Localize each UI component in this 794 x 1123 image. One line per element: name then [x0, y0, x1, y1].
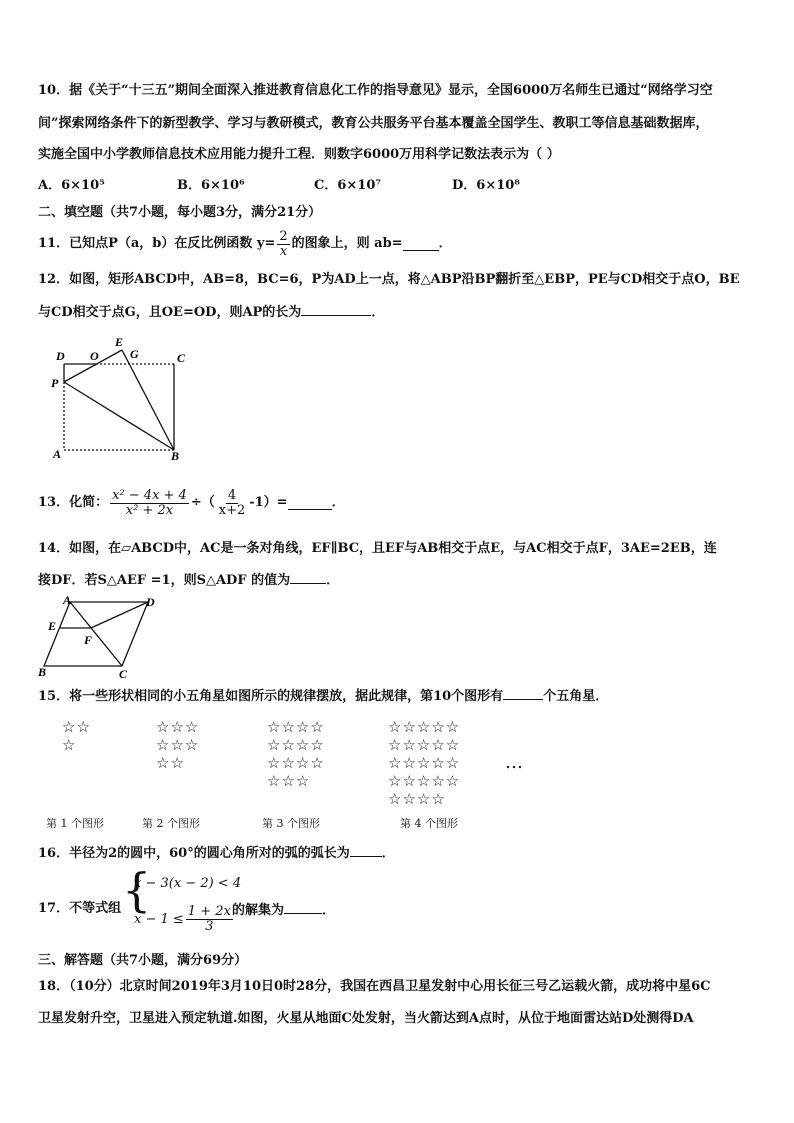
q14-answer-blank [290, 570, 326, 584]
q15-figure-2 [156, 718, 199, 772]
q12-end: ． [371, 305, 385, 320]
q13-den: x² + 2x [125, 502, 174, 518]
q13-pre: 13．化简： [38, 495, 109, 510]
q12-rectangle-figure [46, 332, 196, 462]
q15-fig3-row: ☆☆☆☆ [267, 718, 325, 736]
q14-label-a: A [63, 594, 72, 607]
section-fill-in-heading: 二、填空题（共7小题，每小题3分，满分21分） [38, 205, 322, 220]
q14-label-f: F [84, 633, 93, 647]
q17-row2-pre: x − 1 ≤ [134, 911, 184, 927]
q14-label-c: C [119, 667, 128, 680]
q12-line2-wrap [38, 302, 384, 322]
q17-post: 的解集为 [232, 903, 285, 918]
q13 [38, 484, 345, 522]
q15-caption-2: 第 2 个图形 [142, 817, 200, 830]
q15-fig2-row: ☆☆☆ [156, 736, 200, 754]
q16-line-wrap [38, 843, 395, 863]
q11-answer-blank [403, 237, 439, 251]
q13-end: ． [331, 495, 345, 510]
q17-row2 [134, 898, 235, 940]
q15-caption-4: 第 4 个图形 [400, 817, 458, 830]
q17-row2-den: 3 [205, 918, 214, 934]
section-solution-heading: 三、解答题（共7小题，满分69分） [38, 953, 248, 968]
q12-label-c: C [177, 351, 186, 365]
q12-edge-eb [122, 350, 174, 450]
q12-label-e: E [115, 335, 124, 349]
q16-answer-blank [350, 843, 382, 857]
q17-answer-blank [284, 900, 322, 914]
q14-label-d: D [146, 595, 155, 609]
q16-end: ． [381, 846, 395, 861]
q13-tail: -1）= [249, 495, 288, 510]
q12-label-d: D [56, 349, 65, 363]
q15-figure-1 [62, 718, 91, 754]
q13-fraction2 [217, 489, 248, 518]
q10-option-c: C．6×10⁷ [314, 178, 382, 193]
q16-text: 16．半径为2的圆中，60°的圆心角所对的弧的弧长为 [38, 846, 350, 861]
q13-mid: ÷（ [190, 495, 215, 510]
q10-option-d: D．6×10⁸ [452, 178, 520, 193]
q12-line2: 与CD相交于点G，且OE=OD，则AP的长为 [38, 305, 302, 320]
q11 [38, 228, 452, 260]
q14-line1: 14．如图，在▱ABCD中，AC是一条对角线，EF∥BC，且EF与AB相交于点E，与AC相交于点F，3AE=2EB，连 [38, 541, 717, 556]
q10-line1: 10．据《关于“十三五”期间全面深入推进教育信息化工作的指导意见》显示，全国6000万名师生已通过“网络学习空 [38, 83, 713, 98]
q18-line1: 18．（10分）北京时间2019年3月10日0时28分，我国在西昌卫星发射中心用长征三号乙运载火箭，成功将中星6C [38, 979, 711, 994]
q15-fig4-row: ☆☆☆☆ [388, 790, 446, 808]
q12-edge-pb [64, 382, 174, 450]
q14-diagonal-ac [70, 602, 122, 666]
q11-post: 的图象上，则 ab= [291, 236, 403, 251]
q15-fig4-row: ☆☆☆☆☆ [388, 754, 461, 772]
q15-fig3-row: ☆☆☆☆ [267, 754, 325, 772]
q15-answer-blank [503, 686, 543, 700]
q15-fig3-row: ☆☆☆ [267, 772, 311, 790]
q12-label-o: O [90, 349, 99, 363]
q18-line2: 卫星发射升空，卫星进入预定轨道.如图，火星从地面C处发射，当火箭达到A点时，从位于地面雷达站D处测得DA [38, 1011, 694, 1026]
q15-fig1-row: ☆ [62, 736, 77, 754]
q10-line2: 间”探索网络条件下的新型教学、学习与教研模式，教育公共服务平台基本覆盖全国学生、教职工等信息基础数据库， [38, 116, 709, 131]
q17-row2-fraction [186, 905, 233, 934]
q15-figure-4 [388, 718, 460, 808]
q10-option-b: B．6×10⁶ [177, 178, 245, 193]
q14-line2: 接DF．若S△AEF =1，则S△ADF 的值为 [38, 573, 291, 588]
q15-fig4-row: ☆☆☆☆☆ [388, 718, 461, 736]
q11-pre: 11．已知点P（a，b）在反比例函数 y= [38, 236, 276, 251]
q13-fraction1 [110, 489, 189, 518]
q12-label-b: B [171, 449, 180, 462]
q15-fig1-row: ☆☆ [62, 718, 91, 736]
q15-caption-3: 第 3 个图形 [262, 817, 320, 830]
q12-label-g: G [130, 347, 139, 361]
q11-fraction [277, 230, 289, 259]
q15-line-wrap [38, 686, 608, 706]
q12-line1: 12．如图，矩形ABCD中，AB=8，BC=6，P为AD上一点，将△ABP沿BP翻折至△EBP，PE与CD相交于点O，BE [38, 272, 740, 287]
q13-num: x² − 4x + 4 [112, 487, 187, 503]
q12-label-a: A [53, 447, 62, 461]
q15-text: 15．将一些形状相同的小五角星如图所示的规律摆放，据此规律，第10个图形有 [38, 689, 504, 704]
q10-line3: 实施全国中小学教师信息技术应用能力提升工程．则数字6000万用科学记数法表示为（ ） [38, 147, 560, 162]
q15-fig3-row: ☆☆☆☆ [267, 736, 325, 754]
q17-brace: { [122, 863, 152, 917]
q14-line2-wrap [38, 570, 339, 590]
q14-label-b: B [38, 665, 47, 679]
q13-den2: x+2 [218, 502, 246, 518]
q17-end: ． [322, 903, 336, 918]
q11-end: ． [438, 236, 452, 251]
q17-post-wrap [232, 900, 335, 920]
q11-num: 2 [279, 228, 288, 244]
q13-num2: 4 [227, 487, 237, 503]
q13-answer-blank [288, 496, 332, 510]
q15-fig2-row: ☆☆ [156, 754, 185, 772]
q14-parallelogram-figure [36, 594, 166, 680]
q11-den: x [279, 243, 288, 259]
q15-fig4-row: ☆☆☆☆☆ [388, 736, 461, 754]
q14-end: ． [326, 573, 340, 588]
q17-pre: 17．不等式组 [38, 901, 122, 916]
q14-label-e: E [48, 619, 57, 633]
q15-end: 个五角星． [543, 689, 609, 704]
q15-fig4-row: ☆☆☆☆☆ [388, 772, 461, 790]
q15-figure-3 [267, 718, 325, 790]
q15-caption-1: 第 1 个图形 [46, 817, 104, 830]
q12-answer-blank [301, 302, 371, 316]
q15-fig2-row: ☆☆☆ [156, 718, 200, 736]
q17-row1: x − 3(x − 2) < 4 [134, 876, 242, 891]
q15-ellipsis: … [505, 752, 523, 773]
q10-option-a: A．6×10⁵ [38, 178, 105, 193]
q12-label-p: P [51, 376, 59, 390]
q17-row2-num: 1 + 2x [187, 903, 231, 919]
